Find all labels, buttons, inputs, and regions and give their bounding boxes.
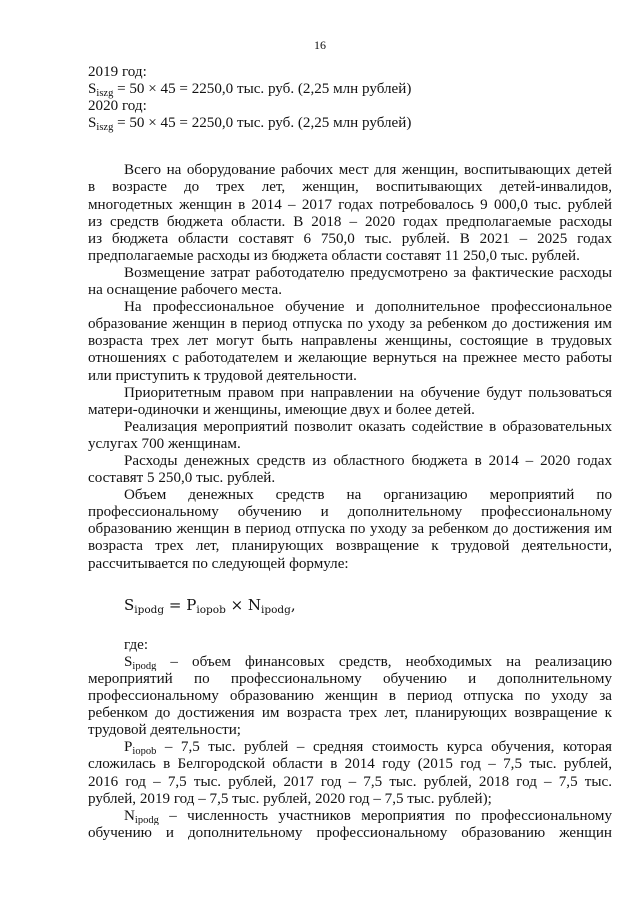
paragraph-line: или приступить к трудовой деятельности.: [88, 367, 357, 384]
paragraph-line: в возрасте до трех лет, женщин, воспитывающих детей-инвалидов,: [88, 179, 612, 196]
definition-line: ребенком до достижения им возраста трех лет, планирующих возвращение к: [88, 705, 612, 722]
definition-s-ipodg: [88, 654, 612, 739]
spacer: [88, 573, 612, 590]
formula-expression: = 50 × 45 = 2250,0 тыс. руб. (2,25 млн рублей): [113, 115, 412, 132]
definition-line: [88, 654, 612, 671]
paragraph-reimbursement: [88, 265, 612, 299]
paragraph-line: отношениях с работодателем и желающие вернуться на прежнее место работы: [88, 350, 612, 367]
definition-subscript: ipodg: [134, 814, 159, 825]
paragraph-equipment-costs: [88, 162, 612, 265]
paragraph-line: возраста трех лет могут быть направлены женщины, состоящие в трудовых: [88, 333, 612, 350]
definition-line: рублей, 2019 год – 7,5 тыс. рублей, 2020 год – 7,5 тыс. рублей);: [88, 790, 492, 807]
where-label: где:: [124, 636, 149, 653]
paragraph-line: многодетных женщин в 2014 – 2017 годах потребовалось 9 000,0 тыс. рублей: [88, 196, 612, 213]
formula-operator: = P: [164, 595, 197, 614]
paragraph-line: Возмещение затрат работодателю предусмотрено за фактические расходы: [124, 264, 612, 281]
definition-line: обучению и дополнительному профессиональному образованию женщин: [88, 824, 612, 841]
definition-n-ipodg: [88, 808, 612, 842]
definition-line: профессиональному образованию женщин в период отпуска по уходу за: [88, 688, 612, 705]
paragraph-priority: [88, 385, 612, 419]
formula-punctuation: ,: [290, 595, 296, 614]
definition-line: трудовой деятельности;: [88, 722, 241, 739]
paragraph-line: образованию женщин в период отпуска по уходу за ребенком до достижения им: [88, 521, 612, 538]
paragraph-line: предполагаемые расходы из бюджета области составят 11 250,0 тыс. рублей.: [88, 247, 580, 264]
calc-year-2019: 2019 год:: [88, 64, 147, 80]
spacer: [88, 620, 612, 637]
formula-subscript: iszg: [96, 88, 114, 100]
formula-symbol: S: [88, 115, 97, 132]
formula-subscript: iopob: [196, 603, 226, 616]
paragraph-line: из средств бюджета области. В 2018 – 2020 годах предполагаемые расходы: [88, 213, 612, 230]
paragraph-line: рассчитывается по следующей формуле:: [88, 555, 349, 572]
definition-text: – 7,5 тыс. рублей – средняя стоимость курса обучения, которая: [156, 739, 612, 756]
paragraph-line: матери-одиночки и женщины, имеющие двух и более детей.: [88, 401, 475, 418]
paragraph-implementation: [88, 419, 612, 453]
calc-year-2020: 2020 год:: [88, 98, 147, 115]
definition-text: – объем финансовых средств, необходимых на реализацию: [156, 653, 612, 670]
paragraph-budget-expenses: [88, 453, 612, 487]
definition-symbol: P: [124, 739, 133, 756]
page-number: 16: [314, 38, 326, 52]
definition-subscript: iopob: [132, 746, 157, 757]
paragraph-professional-training: [88, 299, 612, 384]
paragraph-line: образование женщин в период отпуска по уходу за ребенком до достижения им: [88, 316, 612, 333]
spacer: [88, 132, 612, 162]
paragraph-line: Всего на оборудование рабочих мест для женщин, воспитывающих детей: [124, 162, 612, 179]
definition-symbol: S: [124, 653, 133, 670]
paragraph-line: составят 5 250,0 тыс. рублей.: [88, 470, 276, 487]
paragraph-line: На профессиональное обучение и дополнительное профессиональное: [124, 299, 612, 316]
definition-line: [88, 739, 612, 756]
formula-symbol: S: [124, 595, 135, 614]
paragraph-line: Приоритетным правом при направлении на обучение будут пользоваться: [124, 384, 612, 401]
paragraph-line: возраста трех лет, планирующих возвращение к трудовой деятельности,: [88, 538, 612, 555]
document-body: [88, 64, 612, 842]
definition-line: 2016 год – 7,5 тыс. рублей, 2017 год – 7,5 тыс. рублей, 2018 год – 7,5 тыс.: [88, 773, 612, 790]
definition-line: [88, 808, 612, 825]
paragraph-funding-volume: [88, 487, 612, 572]
formula-subscript: ipodg: [261, 603, 291, 616]
formula-subscript: iszg: [96, 122, 114, 134]
definition-p-iopob: [88, 739, 612, 807]
calc-formula-2019: [88, 81, 612, 98]
definition-line: мероприятий по профессиональному обучению и дополнительному: [88, 671, 612, 687]
definition-text: – численность участников мероприятия по профессиональному: [158, 807, 612, 824]
paragraph-line: на оснащение рабочего места.: [88, 282, 282, 299]
formula-expression: = 50 × 45 = 2250,0 тыс. руб. (2,25 млн рублей): [113, 81, 412, 98]
paragraph-line: Реализация мероприятий позволит оказать содействие в образовательных: [124, 418, 612, 435]
definition-line: сложилась в Белгородской области в 2014 году (2015 год – 7,5 тыс. рублей,: [88, 756, 612, 773]
calc-formula-2020: [88, 115, 612, 132]
paragraph-line: из бюджета области составят 6 750,0 тыс. рублей. В 2021 – 2025 годах: [88, 230, 612, 247]
definition-subscript: ipodg: [132, 660, 157, 671]
definition-symbol: N: [124, 807, 135, 824]
paragraph-line: услугах 700 женщинам.: [88, 435, 241, 452]
formula-subscript: ipodg: [134, 603, 165, 616]
paragraph-line: Расходы денежных средств из областного бюджета в 2014 – 2020 годах: [124, 452, 612, 469]
paragraph-line: профессиональному обучению и дополнительному профессиональному: [88, 504, 612, 521]
main-formula: [88, 590, 612, 620]
calc-block: [88, 64, 612, 132]
paragraph-line: Объем денежных средств на организацию мероприятий по: [124, 487, 612, 504]
formula-symbol: S: [88, 81, 97, 98]
formula-operator: × N: [225, 595, 262, 614]
